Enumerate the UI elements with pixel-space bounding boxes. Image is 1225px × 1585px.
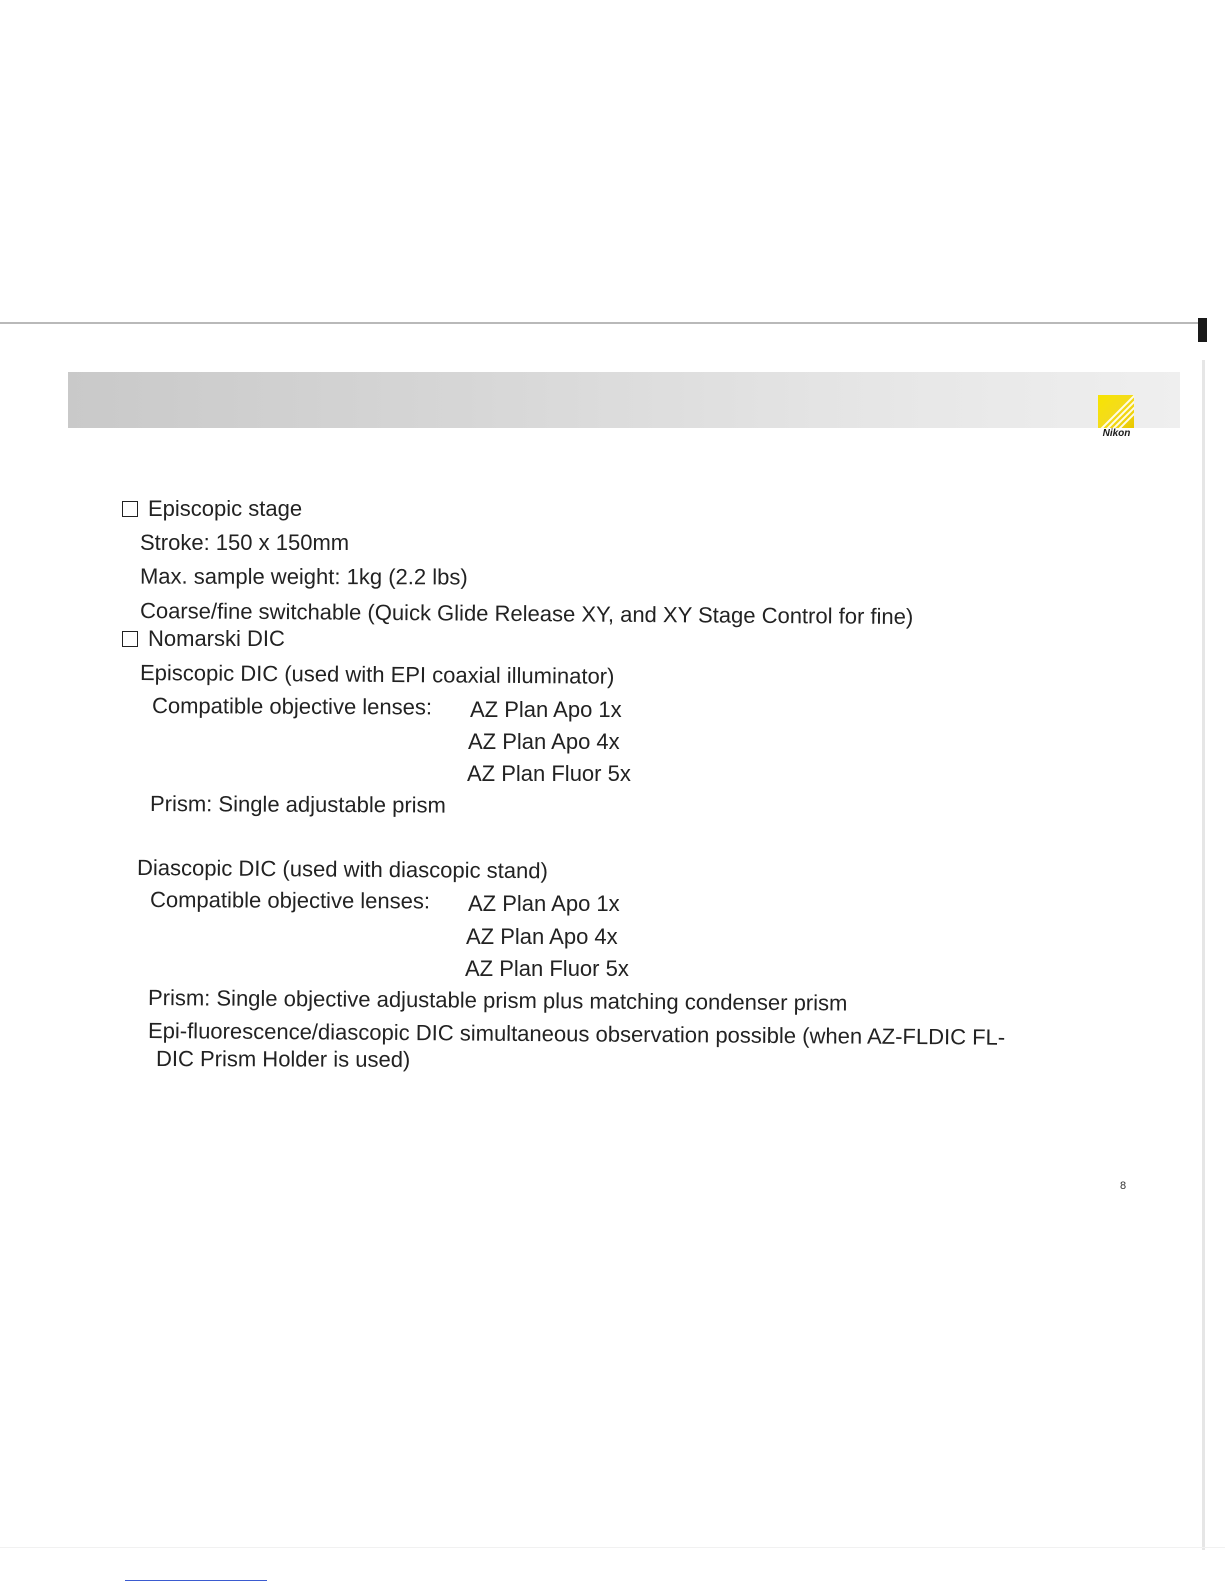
page-number: 8 [1120, 1180, 1127, 1192]
coarse-fine-spec: Coarse/fine switchable (Quick Glide Release XY, and XY Stage Control for fine) [139, 598, 914, 630]
epi-fluorescence-note-line1: Epi-fluorescence/diascopic DIC simultaneous observation possible (when AZ-FLDIC FL- [147, 1018, 1006, 1050]
stroke-spec: Stroke: 150 x 150mm [140, 530, 350, 555]
nomarski-dic-heading [122, 626, 285, 652]
episcopic-stage-heading [122, 496, 302, 522]
episcopic-lens-3: AZ Plan Fluor 5x [467, 761, 631, 786]
epi-fluorescence-note-line2: DIC Prism Holder is used) [155, 1046, 411, 1072]
episcopic-lenses-label: Compatible objective lenses: [151, 693, 433, 720]
nikon-logo-text: Nikon [1102, 428, 1131, 439]
nomarski-dic-heading-text: Nomarski DIC [148, 626, 285, 651]
max-weight-spec: Max. sample weight: 1kg (2.2 lbs) [139, 563, 468, 590]
episcopic-dic-title: Episcopic DIC (used with EPI coaxial illuminator) [139, 660, 615, 689]
diascopic-lens-1: AZ Plan Apo 1x [468, 891, 620, 916]
diascopic-lenses-label: Compatible objective lenses: [149, 887, 431, 914]
episcopic-lens-1: AZ Plan Apo 1x [470, 697, 622, 722]
episcopic-lens-2: AZ Plan Apo 4x [468, 729, 620, 754]
diascopic-lens-2: AZ Plan Apo 4x [466, 924, 618, 949]
diascopic-lens-3: AZ Plan Fluor 5x [465, 956, 629, 981]
page-bottom-edge [0, 1547, 1225, 1548]
checkbox-icon [122, 631, 138, 647]
checkbox-icon [122, 501, 138, 517]
bottom-link-underline [125, 1580, 267, 1581]
diascopic-dic-title: Diascopic DIC (used with diascopic stand) [136, 855, 548, 884]
episcopic-prism: Prism: Single adjustable prism [149, 791, 446, 818]
episcopic-stage-heading-text: Episcopic stage [148, 496, 303, 521]
diascopic-prism: Prism: Single objective adjustable prism plus matching condenser prism [147, 985, 848, 1016]
